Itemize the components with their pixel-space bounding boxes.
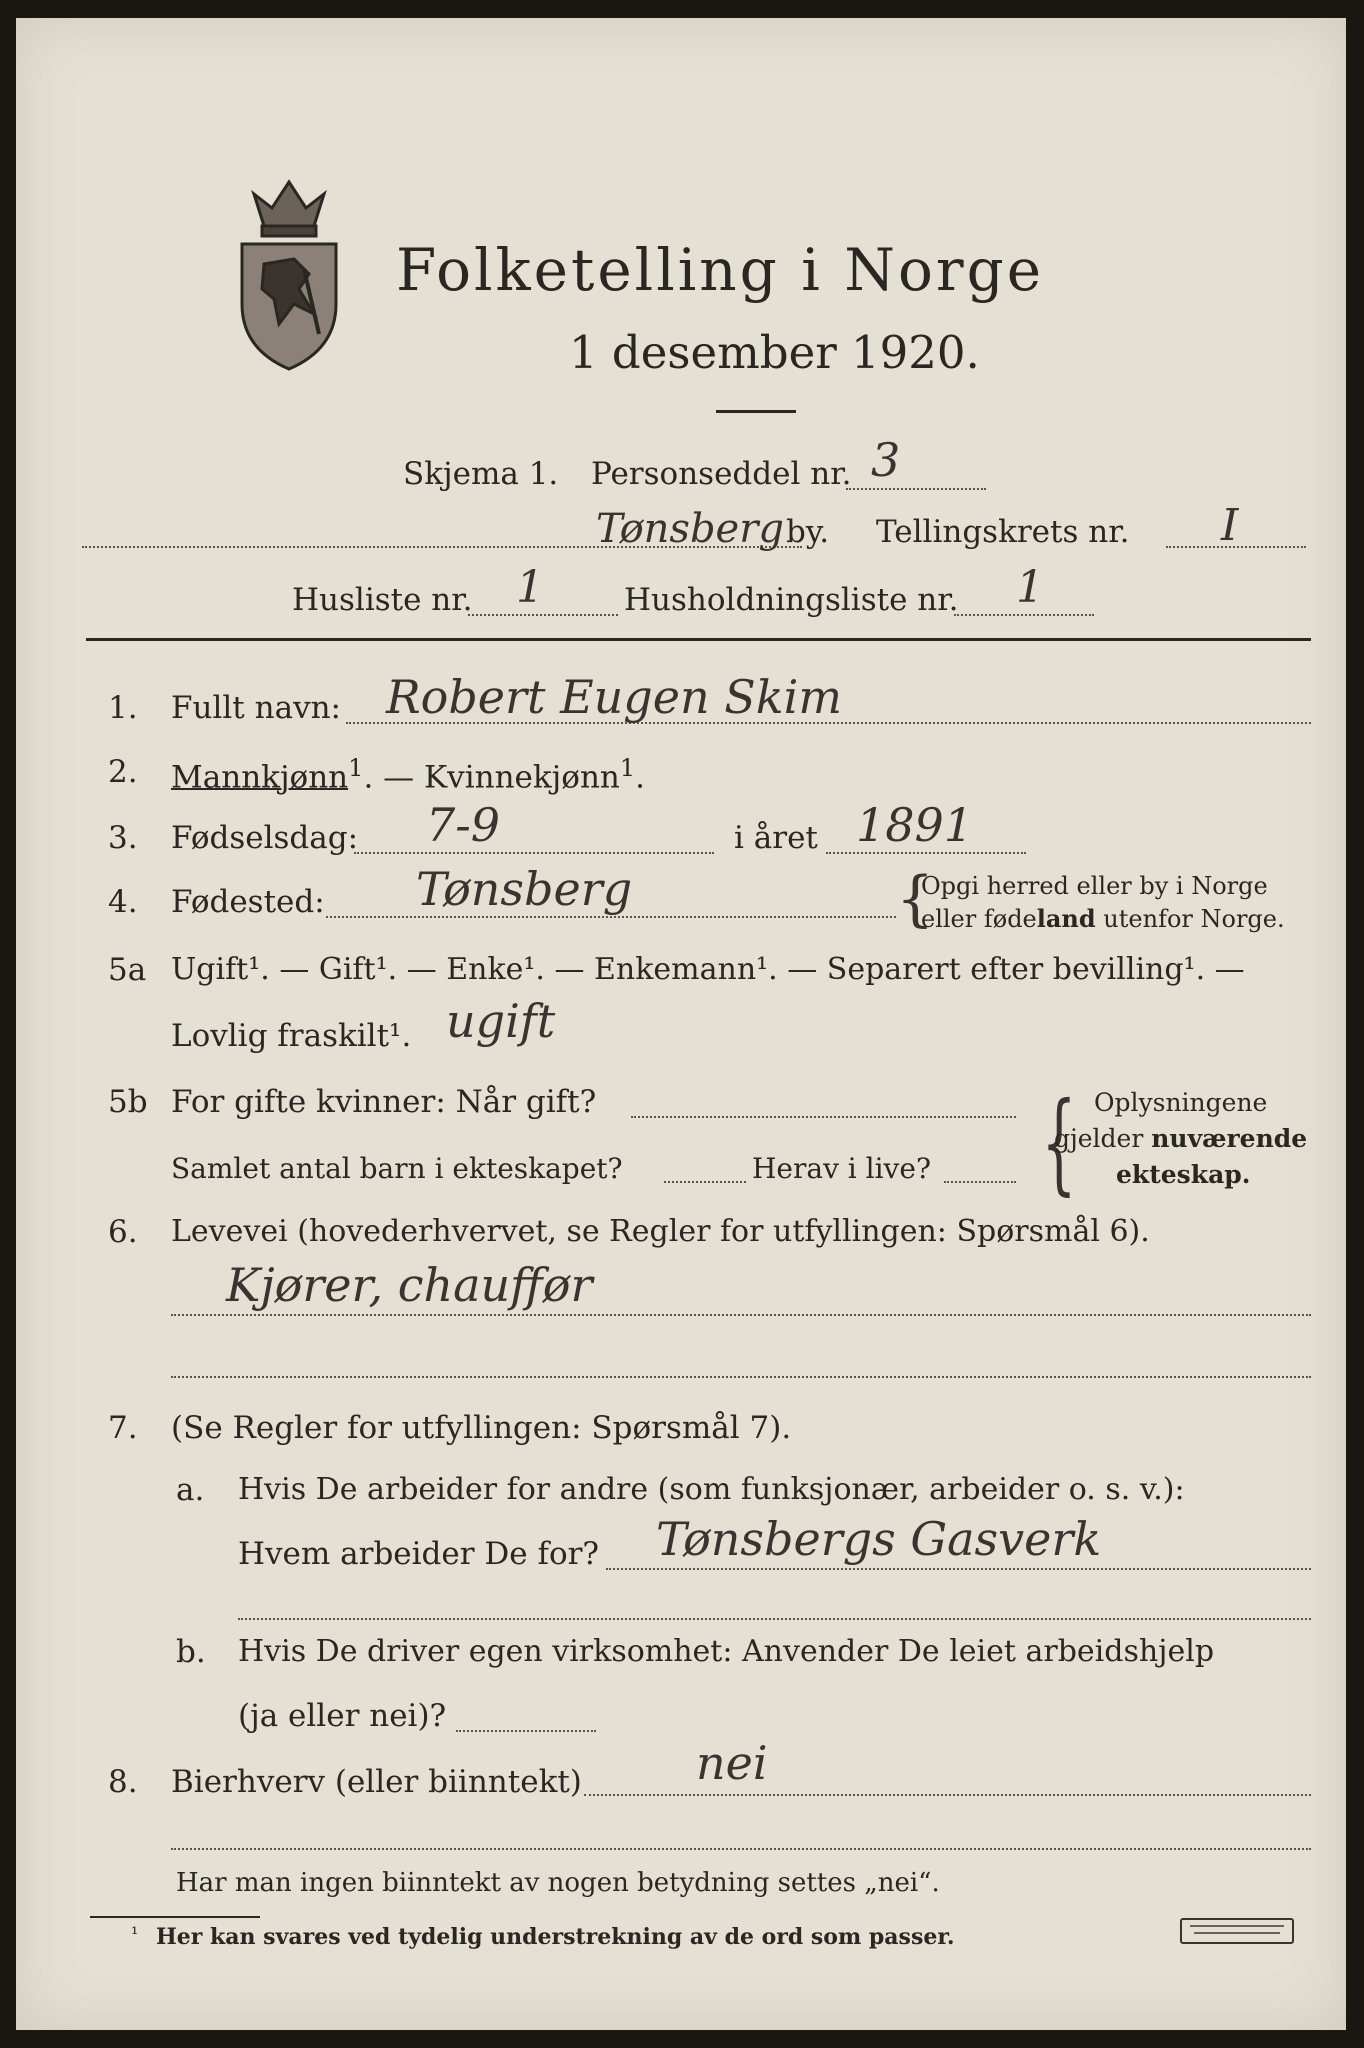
q7a-line-extra [238,1618,1311,1620]
q7-label: (Se Regler for utfyllingen: Spørsmål 7). [171,1410,792,1446]
q3-aar-label: i året [734,820,818,856]
q8-number: 8. [108,1764,138,1800]
q5b-note1: Oplysningene [1094,1088,1268,1117]
q2-options: Mannkjønn$^1$. — Kvinnekjønn$^1$. [171,754,646,796]
q7b-line1: Hvis De driver egen virksomhet: Anvender De leiet arbeidshjelp [238,1634,1215,1669]
by-label: by. [786,514,830,550]
q8-label: Bierhverv (eller biinntekt) [171,1764,582,1800]
q6-value: Kjører, chauffør [226,1258,593,1312]
husholdning-line [954,614,1094,616]
census-form [16,18,1346,2030]
q7b-line [456,1730,596,1732]
personseddel-label: Personseddel nr. [591,456,852,492]
q2-number: 2. [108,754,138,790]
q7a-value: Tønsbergs Gasverk [656,1512,1102,1566]
q5a-value: ugift [446,994,556,1048]
form-title: Folketelling i Norge [396,236,1045,304]
q7b-letter: b. [176,1634,206,1670]
q7a-line1: Hvis De arbeider for andre (som funksjonær, arbeider o. s. v.): [238,1472,1185,1507]
husliste-value: 1 [516,562,544,613]
census-date: 1 desember 1920. [569,326,980,379]
header-rule [86,638,1311,641]
q1-label: Fullt navn: [171,690,341,726]
q7-number: 7. [108,1410,138,1446]
husholdning-value: 1 [1016,562,1044,613]
q3-aar-line [826,852,1026,854]
printer-stamp [1180,1918,1294,1944]
coat-of-arms-icon [234,174,344,372]
q6-line2 [171,1376,1311,1378]
q5b-naar-gift-line [631,1116,1016,1118]
footnote-rule [90,1916,260,1918]
q5b-naar-gift: For gifte kvinner: Når gift? [171,1084,597,1120]
title-divider [716,410,796,413]
husholdning-label: Husholdningsliste nr. [624,582,959,618]
footnote-text: Her kan svares ved tydelig understrekning av de ord som passer. [156,1924,955,1950]
q1-value: Robert Eugen Skim [386,670,842,724]
q5b-note2: gjelder nuværende [1054,1124,1308,1153]
q4-note-line1: Opgi herred eller by i Norge [921,872,1268,900]
q7b-line2: (ja eller nei)? [238,1698,447,1734]
q3-label: Fødselsdag: [171,820,359,856]
husliste-label: Husliste nr. [292,582,473,618]
q4-number: 4. [108,884,138,920]
q7a-line [606,1568,1311,1570]
footnote-mark: ¹ [131,1924,139,1945]
q3-number: 3. [108,820,138,856]
q7a-letter: a. [176,1472,205,1508]
q4-value: Tønsberg [416,862,633,916]
q4-brace: { [896,864,935,934]
q8-value: nei [696,1736,768,1790]
q5b-antal-barn: Samlet antal barn i ekteskapet? [171,1152,623,1185]
skjema-label: Skjema 1. [403,456,559,492]
tellingskrets-value: I [1221,500,1239,551]
footer-note: Har man ingen biinntekt av nogen betydning settes „nei“. [176,1868,940,1898]
q5b-herav-label: Herav i live? [752,1152,931,1185]
q5b-herav-line [944,1181,1016,1183]
by-value: Tønsberg [596,506,784,552]
q6-label: Levevei (hovederhvervet, se Regler for utfyllingen: Spørsmål 6). [171,1214,1150,1249]
q5a-options: Ugift¹. — Gift¹. — Enke¹. — Enkemann¹. — Separert efter bevilling¹. — [171,952,1245,987]
husliste-line [468,614,618,616]
q3-line [354,852,714,854]
q4-line [326,916,896,918]
q6-line1 [171,1314,1311,1316]
q5b-antal-barn-line [664,1181,746,1183]
q8-line2 [171,1848,1311,1850]
personseddel-line [846,488,986,490]
q2-kvinnekjonn: Kvinnekjønn [424,759,620,796]
q5a-number: 5a [108,952,147,988]
q5b-number: 5b [108,1084,148,1120]
q3-value: 7-9 [426,798,501,852]
q3-aar-value: 1891 [856,798,974,852]
q5b-brace: { [1041,1078,1077,1206]
q5b-note3: ekteskap. [1116,1160,1251,1189]
q2-mannkjonn: Mannkjønn [171,759,349,796]
q8-line [584,1794,1311,1796]
q6-number: 6. [108,1214,138,1250]
q1-number: 1. [108,690,138,726]
q4-note-line2: eller fødeland utenfor Norge. [921,904,1285,933]
tellingskrets-label: Tellingskrets nr. [876,514,1130,550]
personseddel-value: 3 [871,433,901,487]
q4-label: Fødested: [171,884,325,920]
q5a-fraskilt: Lovlig fraskilt¹. [171,1018,412,1054]
q7a-line2: Hvem arbeider De for? [238,1536,600,1572]
